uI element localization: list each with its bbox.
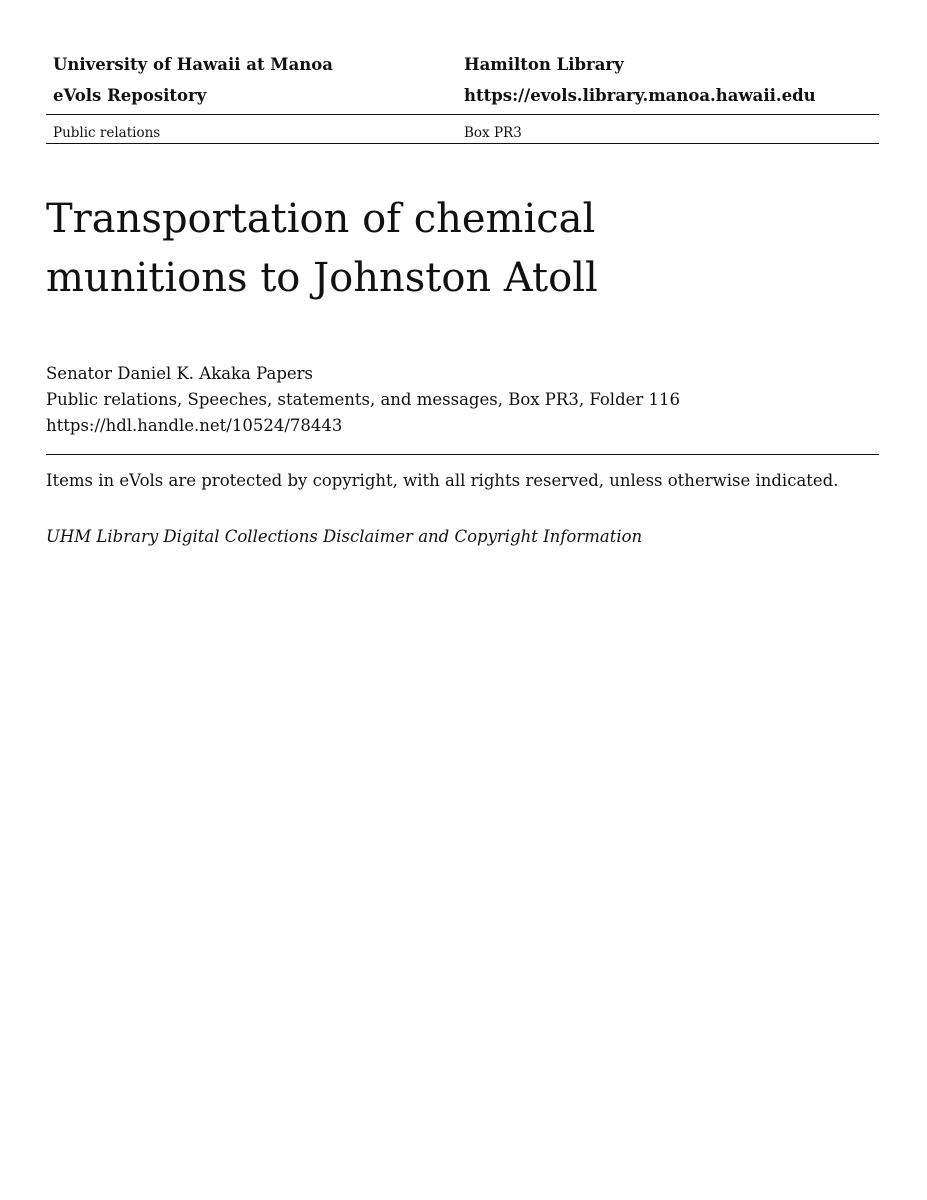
box-label: Box PR3 [464, 125, 522, 141]
repository-url-link[interactable]: https://evols.library.manoa.hawaii.edu [464, 86, 816, 105]
institution-name: University of Hawaii at Manoa [53, 55, 333, 74]
folder-location: Public relations, Speeches, statements, and messages, Box PR3, Folder 116 [46, 390, 681, 409]
document-metadata [46, 361, 680, 439]
title-line-2: munitions to Johnston Atoll [46, 255, 598, 301]
handle-link[interactable]: https://hdl.handle.net/10524/78443 [46, 416, 343, 435]
content-divider [46, 454, 879, 455]
disclaimer-link[interactable]: UHM Library Digital Collections Disclaimer and Copyright Information [46, 527, 643, 546]
header-block [46, 52, 879, 144]
document-title [46, 190, 746, 308]
header-row-series [46, 115, 879, 143]
collection-name: Senator Daniel K. Akaka Papers [46, 364, 314, 383]
title-line-1: Transportation of chemical [46, 196, 596, 242]
series-label: Public relations [53, 125, 161, 141]
rights-statement: Items in eVols are protected by copyright, with all rights reserved, unless otherwise indicated. [46, 471, 839, 490]
header-row-second [46, 83, 879, 114]
repository-name: eVols Repository [53, 86, 207, 105]
header-row-top [46, 52, 879, 83]
library-name: Hamilton Library [464, 55, 624, 74]
